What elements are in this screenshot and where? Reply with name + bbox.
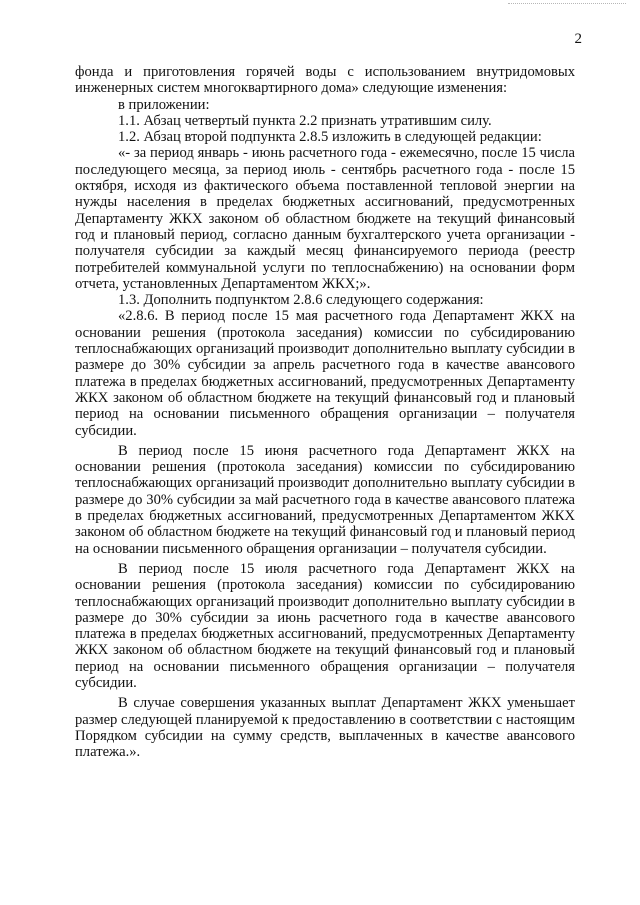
document-body: [75, 64, 575, 760]
paragraph-continuation: фонда и приготовления горячей воды с использованием внутридомовых инженерных систем многоквартирного дома» следующие изменения:: [75, 64, 575, 97]
scan-artifact: [508, 3, 626, 7]
paragraph-item-1-1: 1.1. Абзац четвертый пункта 2.2 признать утратившим силу.: [118, 112, 492, 129]
paragraph-june-period: В период после 15 июня расчетного года Департамент ЖКХ на основании решения (протокола заседания) комиссии по субсидированию теплоснабжающих организаций производит дополнительно выплату субсидии в размере до 30% субсидии за май расчетного года в качестве авансового платежа в пределах бюджетных ассигнований, предусмотренных Департаментом ЖКХ законом об областном бюджете на текущий финансовый год и плановый период на основании письменного обращения организации – получателя субсидии.: [75, 442, 575, 557]
paragraph-item-1-2-text: «- за период январь - июнь расчетного года - ежемесячно, после 15 числа последующего месяца, за период июль - сентябрь расчетного года - после 15 октября, исходя из фактического объема поставленной тепловой энергии на нужды населения в пределах бюджетных ассигнований, предусмотренных Департаменту ЖКХ законом об областном бюджете на текущий финансовый год и плановый период, согласно данным бухгалтерского учета организации - получателя субсидии за каждый месяц финансируемого периода (реестр потребителей коммунальной услуги по теплоснабжению) на основании форм отчета, установленных Департаментом ЖКХ;».: [75, 145, 575, 292]
paragraph-item-1-2: 1.2. Абзац второй подпункта 2.8.5 изложить в следующей редакции:: [118, 129, 542, 146]
paragraph-appendix-intro: в приложении:: [118, 96, 210, 113]
paragraph-july-period: В период после 15 июля расчетного года Департамент ЖКХ на основании решения (протокола заседания) комиссии по субсидированию теплоснабжающих организаций производит дополнительно выплату субсидии в размере до 30% субсидии за июнь расчетного года в качестве авансового платежа в пределах бюджетных ассигнований, предусмотренных Департаменту ЖКХ законом об областном бюджете на текущий финансовый год и плановый период на основании письменного обращения организации – получателя субсидии.: [75, 560, 575, 691]
paragraph-item-2-8-6: «2.8.6. В период после 15 мая расчетного года Департамент ЖКХ на основании решения (протокола заседания) комиссии по субсидированию теплоснабжающих организаций производит дополнительно выплату субсидии в размере до 30% субсидии за апрель расчетного года в качестве авансового платежа в пределах бюджетных ассигнований, предусмотренных Департаменту ЖКХ законом об областном бюджете на текущий финансовый год и плановый период на основании письменного обращения организации – получателя субсидии.: [75, 308, 575, 439]
paragraph-reduction: В случае совершения указанных выплат Департамент ЖКХ уменьшает размер следующей планируемой к предоставлению в соответствии с настоящим Порядком субсидии на сумму средств, выплаченных в качестве авансового платежа.».: [75, 695, 575, 761]
paragraph-item-1-3: 1.3. Дополнить подпунктом 2.8.6 следующего содержания:: [118, 292, 484, 309]
page-number: 2: [574, 31, 582, 47]
